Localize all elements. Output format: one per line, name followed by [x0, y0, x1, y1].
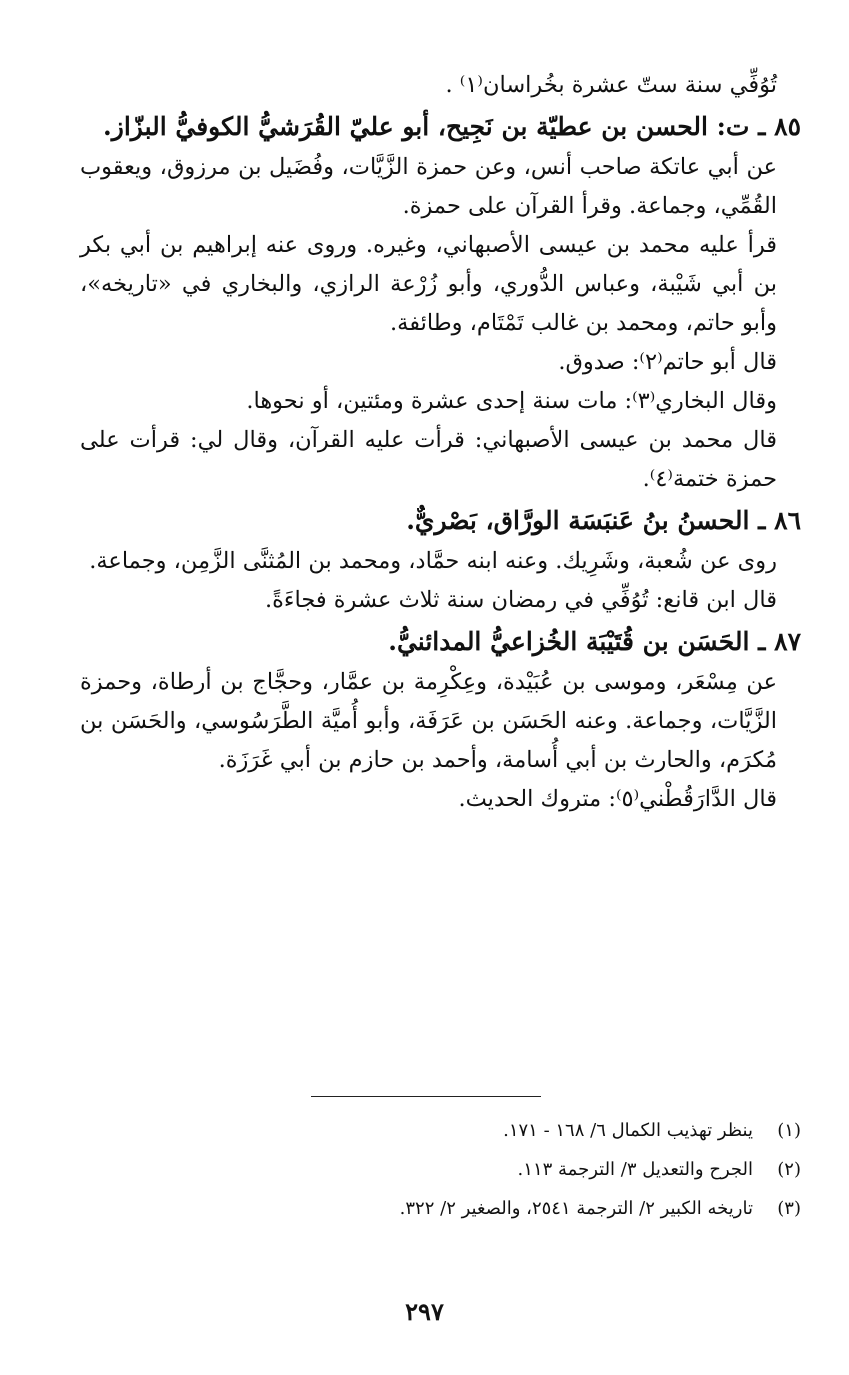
entry-87-paragraph-1: عن مِسْعَر، وموسى بن عُبَيْدة، وعِكْرِمة بن عمَّار، وحجَّاج بن أرطاة، وحمزة الزَّيَّات، وجماعة. وعنه الحَسَن بن عَرَفَة، وأبو أُميَّة الطَّرَسُوسي، والحَسَن بن مُكرَم، والحارث بن أبي أُسامة، وأحمد بن حازم بن أبي غَرَزَة.	[80, 669, 777, 773]
continuation-line: تُوُفِّي سنة ستّ عشرة بخُراسان⁽١⁾ .	[445, 72, 777, 98]
entry-86-paragraph-2: قال ابن قانع: تُوُفِّي في رمضان سنة ثلاث عشرة فجاءَةً.	[264, 587, 777, 613]
entry-85-paragraph-5: قال محمد بن عيسى الأصبهاني: قرأت عليه القرآن، وقال لي: قرأت على حمزة ختمة⁽٤⁾.	[80, 427, 777, 492]
footnote-text: تاريخه الكبير ٢/ الترجمة ٢٥٤١، والصغير ٢/ ٣٢٢.	[399, 1198, 753, 1219]
footnote-3	[80, 1189, 801, 1228]
footnote-number: (٢)	[777, 1159, 801, 1180]
entry-86-paragraph-1: روى عن شُعبة، وشَرِيك. وعنه ابنه حمَّاد، ومحمد بن المُثنَّى الزَّمِن، وجماعة.	[89, 548, 777, 574]
footnote-2	[80, 1150, 801, 1189]
entry-87-paragraph-2: قال الدَّارَقُطْني⁽٥⁾: متروك الحديث.	[458, 786, 777, 812]
entry-85-heading: ٨٥ ـ ت: الحسن بن عطيّة بن نَجِيح، أبو عليّ القُرَشيُّ الكوفيُّ البزّاز.	[103, 112, 801, 141]
entry-87-heading: ٨٧ ـ الحَسَن بن قُتَيْبَة الخُزاعيُّ المدائنيُّ.	[388, 627, 801, 656]
footnote-number: (٣)	[777, 1198, 801, 1219]
entry-85-paragraph-1: عن أبي عاتكة صاحب أنس، وعن حمزة الزَّيَّات، وفُضَيل بن مرزوق، ويعقوب القُمِّي، وجماعة. وقرأ القرآن على حمزة.	[80, 154, 777, 219]
footnote-text: ينظر تهذيب الكمال ٦/ ١٦٨ - ١٧١.	[503, 1120, 753, 1141]
entry-85-paragraph-2: قرأ عليه محمد بن عيسى الأصبهاني، وغيره. وروى عنه إبراهيم بن أبي بكر بن أبي شَيْبة، وعباس الدُّوري، وأبو زُرْعة الرازي، والبخاري في «تاريخه»، وأبو حاتم، ومحمد بن غالب تَمْتَام، وطائفة.	[80, 232, 777, 336]
footnote-text: الجرح والتعديل ٣/ الترجمة ١١٣.	[517, 1159, 753, 1180]
page-number: ٢٩٧	[405, 1297, 444, 1326]
entry-85-paragraph-4: وقال البخاري⁽٣⁾: مات سنة إحدى عشرة ومئتين، أو نحوها.	[246, 388, 777, 414]
entry-85-paragraph-3: قال أبو حاتم⁽٢⁾: صدوق.	[558, 349, 777, 375]
footnote-number: (١)	[777, 1120, 801, 1141]
entry-86-heading: ٨٦ ـ الحسنُ بنُ عَنبَسَة الورَّاق، بَصْريٌّ.	[406, 506, 801, 535]
footnote-1	[80, 1111, 801, 1150]
footnotes-section	[80, 1096, 801, 1228]
